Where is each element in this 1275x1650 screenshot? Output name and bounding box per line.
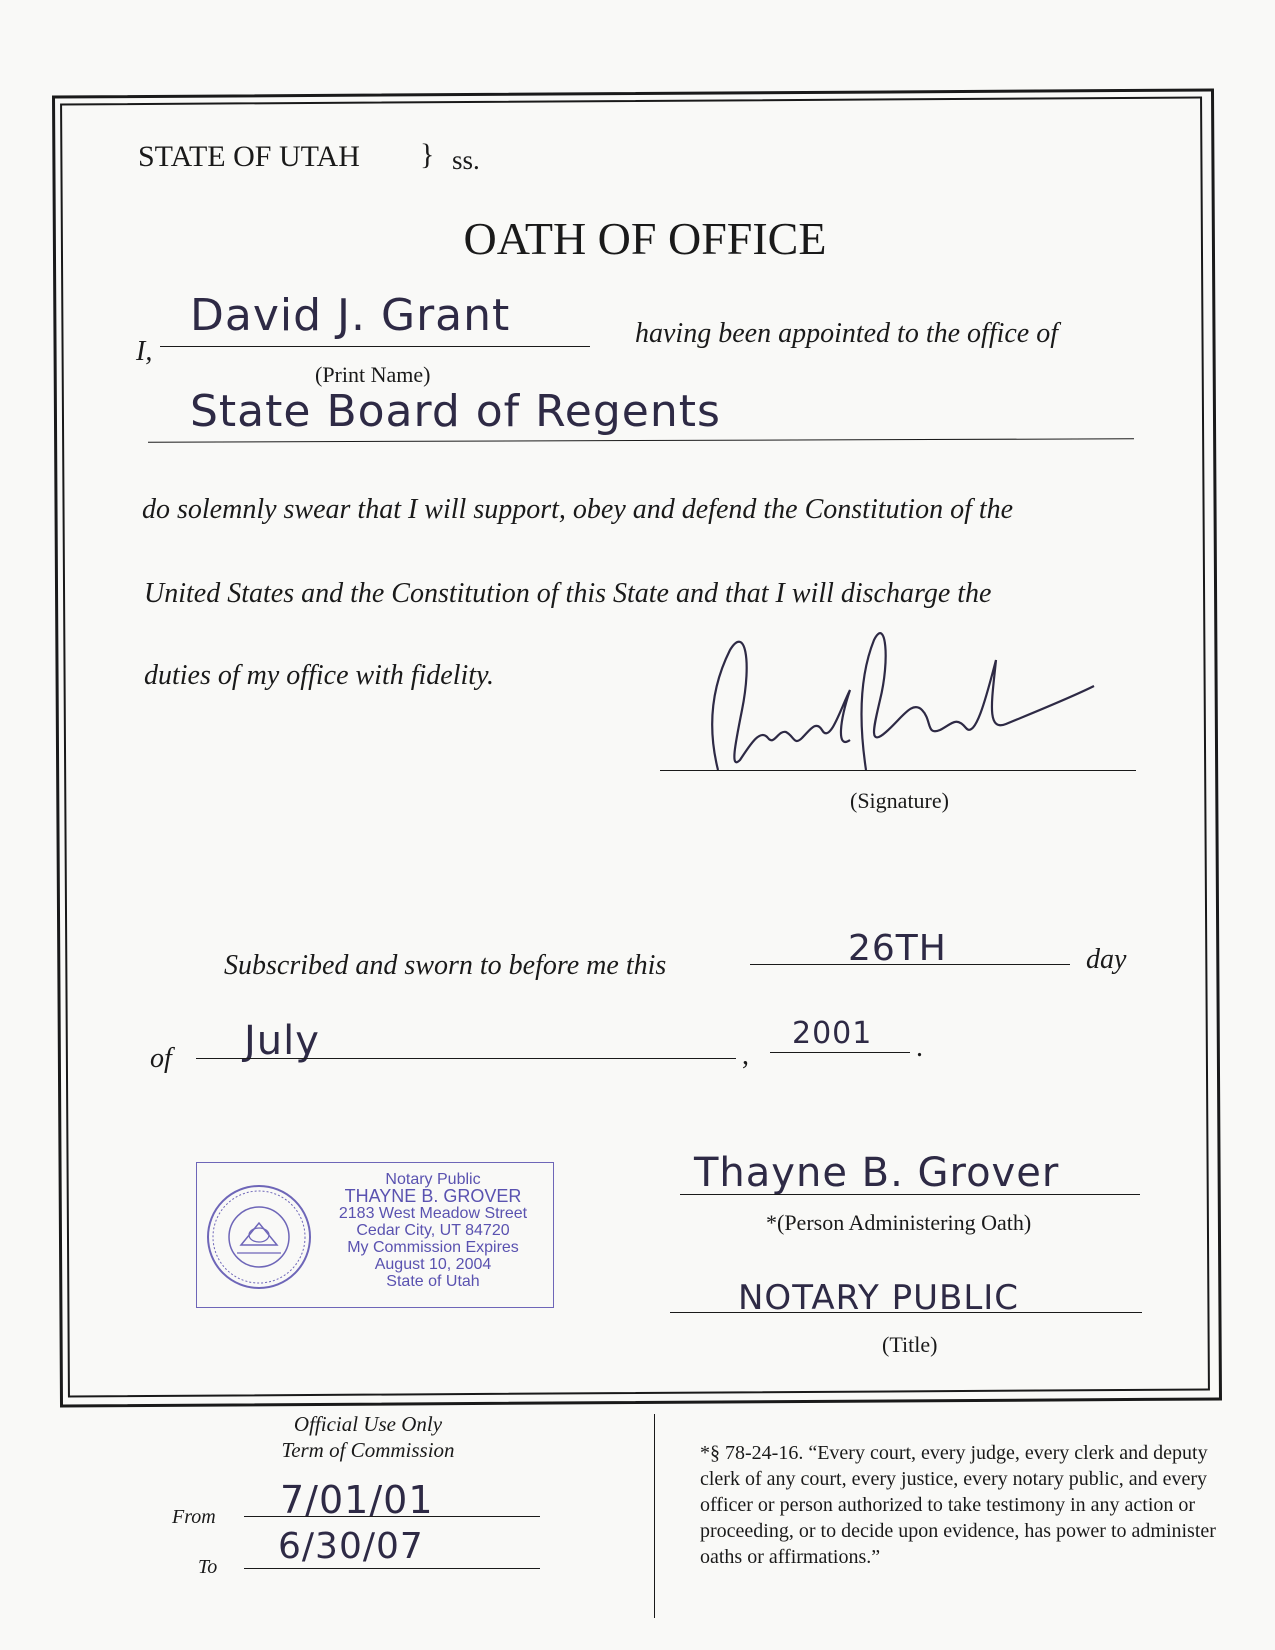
ss-label: ss.: [452, 145, 480, 175]
day-line: [750, 964, 1070, 965]
name-line: [160, 346, 590, 347]
state-seal-icon: [205, 1183, 313, 1291]
year-handwritten: 2001: [792, 1016, 873, 1051]
notary-stamp: [196, 1162, 554, 1308]
print-name-label: (Print Name): [315, 362, 431, 387]
stamp-commission: My Commission Expires: [347, 1239, 519, 1256]
month-handwritten: July: [244, 1018, 320, 1064]
signature-mark: [690, 620, 1110, 780]
from-label: From: [172, 1506, 216, 1528]
oath-line-3: duties of my office with fidelity.: [144, 660, 494, 691]
stamp-expires: August 10, 2004: [374, 1256, 492, 1273]
official-use-heading: Official Use Only: [293, 1412, 443, 1436]
stamp-name: THAYNE B. GROVER: [344, 1186, 522, 1206]
title-line: [670, 1312, 1142, 1313]
signature-line: [660, 770, 1136, 771]
name-handwritten: David J. Grant: [190, 290, 511, 341]
title-handwritten: NOTARY PUBLIC: [738, 1278, 1020, 1318]
office-handwritten: State Board of Regents: [190, 386, 721, 437]
having-text: having been appointed to the office of: [635, 318, 1059, 349]
document-title: OATH OF OFFICE: [463, 213, 827, 264]
statute-text: *§ 78-24-16. “Every court, every judge, every clerk and deputy clerk of any court, every justice, every notary public, and every officer or person authorized to take testimony in any action or proceeding, or to decide upon evidence, has power to administer oaths or affirmations.”: [700, 1442, 1216, 1568]
title-label: (Title): [882, 1332, 938, 1357]
year-line: [770, 1052, 910, 1053]
brace: }: [420, 138, 435, 171]
administrator-line: [680, 1194, 1140, 1195]
month-line: [196, 1058, 736, 1059]
state-heading: STATE OF UTAH: [138, 140, 360, 173]
subscribed-text: Subscribed and sworn to before me this: [224, 950, 667, 981]
day-label: day: [1086, 944, 1127, 975]
day-handwritten: 26TH: [848, 928, 947, 969]
signature-label: (Signature): [850, 788, 949, 813]
i-mark: I,: [136, 336, 153, 367]
stamp-state: State of Utah: [386, 1273, 480, 1290]
period: .: [916, 1032, 923, 1063]
stamp-address: 2183 West Meadow Street: [338, 1205, 528, 1222]
to-line: [244, 1568, 540, 1569]
administrator-label: *(Person Administering Oath): [766, 1210, 1032, 1235]
administrator-handwritten: Thayne B. Grover: [694, 1150, 1060, 1196]
footer-divider: [654, 1414, 655, 1618]
of-label: of: [150, 1043, 172, 1074]
from-line: [244, 1516, 540, 1517]
comma: ,: [742, 1040, 749, 1071]
to-label: To: [198, 1556, 218, 1578]
term-of-commission: Term of Commission: [281, 1438, 455, 1462]
oath-line-1: do solemnly swear that I will support, obey and defend the Constitution of the: [142, 494, 1014, 525]
oath-line-2: United States and the Constitution of this State and that I will discharge the: [144, 578, 992, 609]
from-handwritten: 7/01/01: [280, 1478, 434, 1522]
stamp-line-notary: Notary Public: [385, 1171, 481, 1188]
stamp-city: Cedar City, UT 84720: [356, 1222, 510, 1239]
to-handwritten: 6/30/07: [278, 1526, 424, 1567]
stamp-text: [315, 1171, 551, 1290]
